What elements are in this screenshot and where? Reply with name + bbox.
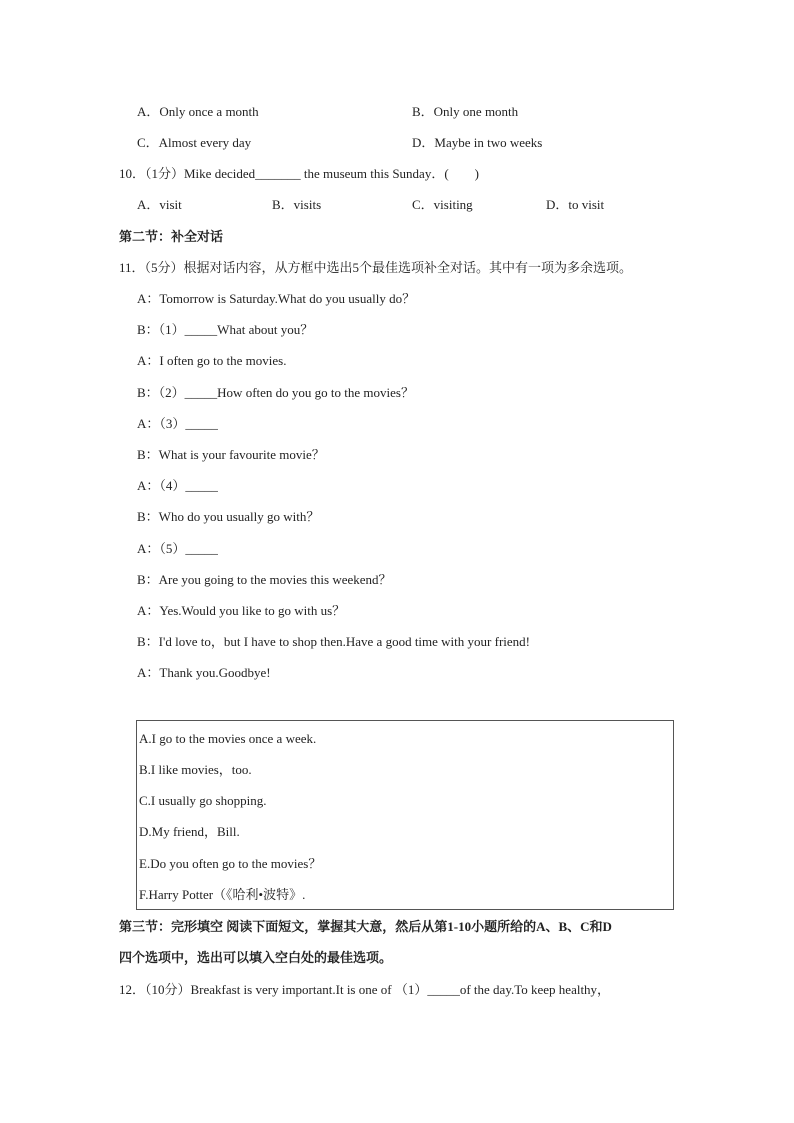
dialogue-line: A：（5）_____ (137, 541, 218, 556)
choices-box (136, 720, 674, 910)
dialogue-line: B：I'd love to，but I have to shop then.Have a good time with your friend! (137, 634, 530, 649)
dialogue-line: A：Thank you.Goodbye! (137, 665, 271, 680)
dialogue-line: B：（2）_____How often do you go to the movies？ (137, 385, 414, 400)
q10-option-a: A．visit (137, 197, 182, 212)
dialogue-line: A：I often go to the movies. (137, 353, 287, 368)
q10-stem: 10．（1分）Mike decided_______ the museum this Sunday．( ) (119, 166, 479, 181)
q9-option-c: C．Almost every day (137, 135, 252, 150)
choice-item: C.I usually go shopping. (139, 793, 267, 808)
section3-instruction-line1: 第三节：完形填空 阅读下面短文，掌握其大意，然后从第1-10小题所给的A、B、C和D (119, 919, 612, 934)
dialogue-line: A：Yes.Would you like to go with us？ (137, 603, 346, 618)
dialogue-line: A：（3）_____ (137, 416, 218, 431)
section3-instruction-line2: 四个选项中，选出可以填入空白处的最佳选项。 (119, 950, 393, 965)
q11-stem: 11．（5分）根据对话内容，从方框中选出5个最佳选项补全对话。其中有一项为多余选项。 (119, 260, 633, 275)
dialogue-line: B：Who do you usually go with？ (137, 509, 320, 524)
choice-item: B.I like movies，too. (139, 762, 252, 777)
q9-option-d: D．Maybe in two weeks (412, 135, 543, 150)
q10-option-d: D．to visit (546, 197, 605, 212)
q9-option-a: A．Only once a month (137, 104, 259, 119)
dialogue-line: B：Are you going to the movies this weekend？ (137, 572, 392, 587)
q9-option-b: B．Only one month (412, 104, 519, 119)
q10-option-b: B．visits (272, 197, 322, 212)
section2-title: 第二节：补全对话 (119, 229, 224, 244)
choice-item: A.I go to the movies once a week. (139, 731, 317, 746)
dialogue-line: B：（1）_____What about you？ (137, 322, 314, 337)
q10-option-c: C．visiting (412, 197, 473, 212)
choice-item: E.Do you often go to the movies？ (139, 856, 322, 871)
dialogue-line: B：What is your favourite movie？ (137, 447, 325, 462)
choice-item: F.Harry Potter（《哈利•波特》. (139, 887, 306, 902)
q12-stem: 12．（10分）Breakfast is very important.It is one of （1）_____of the day.To keep healthy， (119, 982, 611, 997)
choice-item: D.My friend，Bill. (139, 824, 240, 839)
dialogue-line: A：Tomorrow is Saturday.What do you usually do？ (137, 291, 416, 306)
dialogue-line: A：（4）_____ (137, 478, 218, 493)
